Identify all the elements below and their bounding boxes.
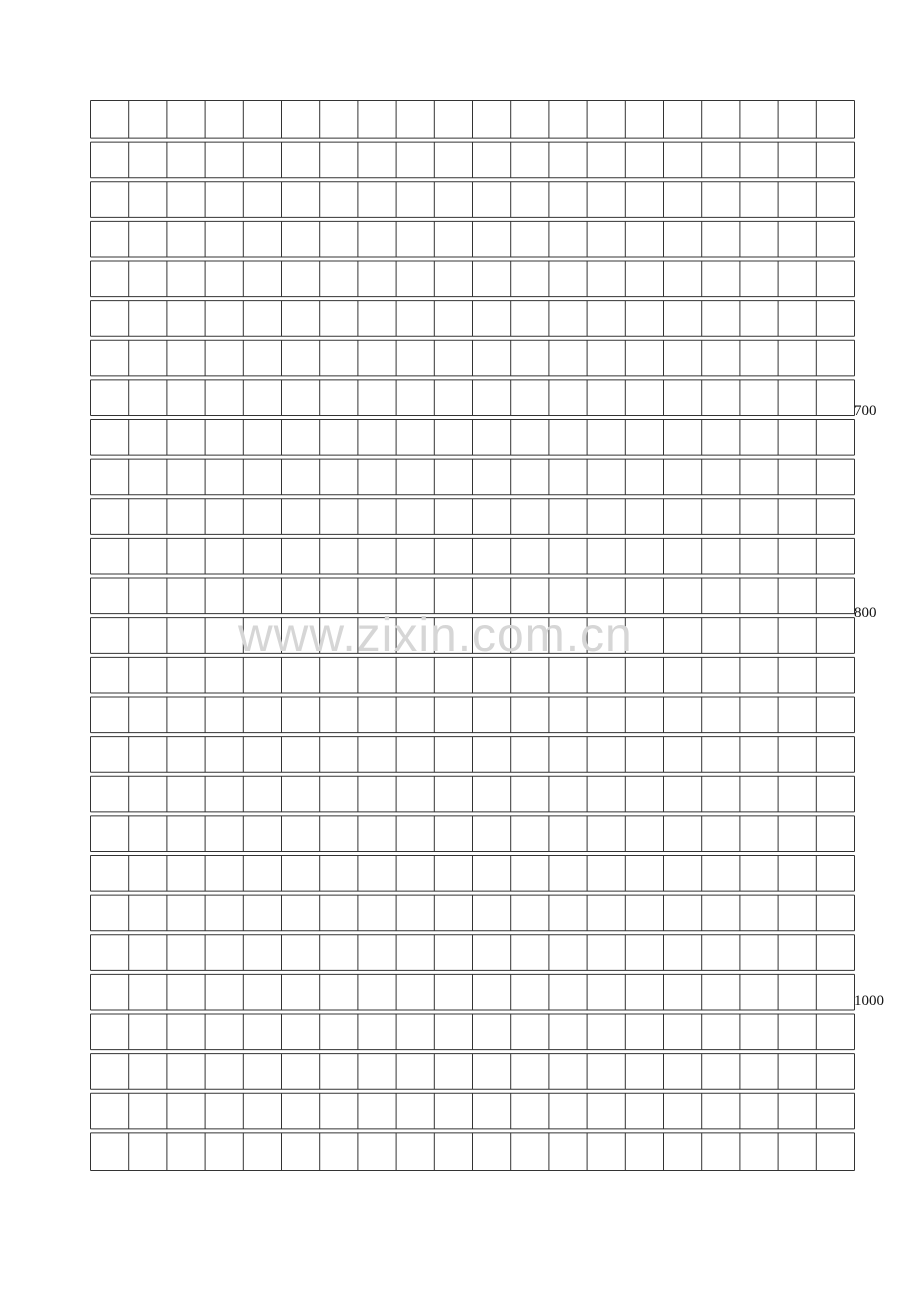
watermark: www.zixin.com.cn <box>238 609 633 662</box>
count-mark-700: 700 <box>854 403 877 419</box>
count-mark-1000: 1000 <box>854 993 884 1009</box>
count-mark-800: 800 <box>854 605 877 621</box>
